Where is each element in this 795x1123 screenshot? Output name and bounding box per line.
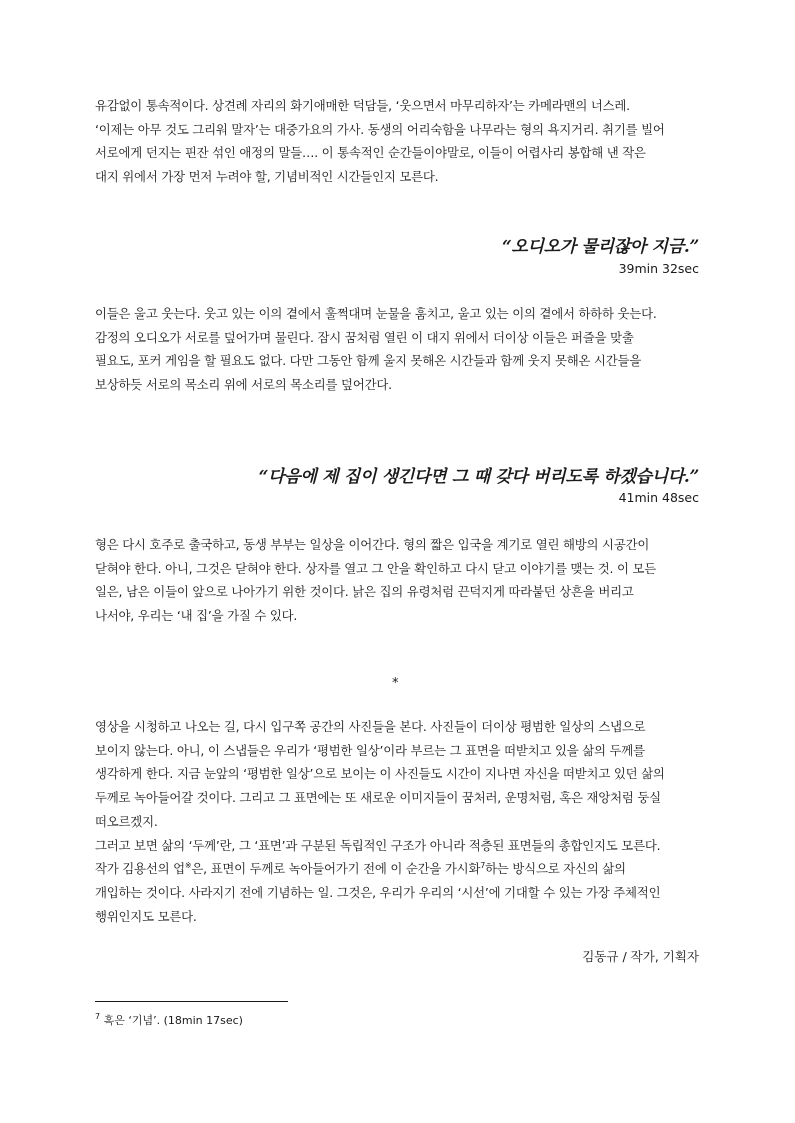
footnote-reference[interactable]: 7 [480, 861, 486, 871]
quote-1-timestamp: 39min 32sec [618, 261, 699, 276]
pull-quote-1: “오디오가 물리잖아 지금.” [501, 237, 699, 257]
text-line: 보이지 않는다. 아니, 이 스냅들은 우리가 ‘평범한 일상’이라 부르는 그 표면을 떠받치고 있을 삶의 두께를 [95, 742, 645, 758]
text-line: 떠오르겠지. [95, 813, 158, 829]
text-line: 감정의 오디오가 서로를 덮어가며 물린다. 잠시 꿈처럼 열린 이 대지 위에서 더이상 이들은 퍼즐을 맞출 [95, 329, 634, 345]
quote-2-timestamp: 41min 48sec [618, 490, 699, 505]
reference-mark: ※ [184, 861, 192, 871]
text-line: 일은, 남은 이들이 앞으로 나아가기 위한 것이다. 낡은 집의 유령처럼 끈덕지게 따라붙던 상흔을 버리고 [95, 584, 634, 600]
text-line: 두께로 녹아들어갈 것이다. 그리고 그 표면에는 또 새로운 이미지들이 꿈처러, 운명처럼, 혹은 재앙처럼 둥실 [95, 790, 661, 806]
paragraph-2 [95, 302, 700, 397]
text-line: 서로에게 던지는 핀잔 섞인 애정의 말들…. 이 통속적인 순간들이야말로, 이들이 어렵사리 봉합해 낸 작은 [95, 145, 646, 161]
footnote-text: 혹은 ‘기념’. (18min 17sec) [100, 1014, 243, 1027]
text-line: 영상을 시청하고 나오는 길, 다시 입구쪽 공간의 사진들을 본다. 사진들이 더이상 평범한 일상의 스냅으로 [95, 719, 646, 734]
paragraph-1 [95, 94, 700, 189]
text-line: 형은 다시 호주로 출국하고, 동생 부부는 일상을 이어간다. 형의 짧은 입국을 계기로 열린 해방의 시공간이 [95, 537, 650, 552]
text-line: 유감없이 통속적이다. 상견례 자리의 화기애매한 덕담들, ‘웃으면서 마무리하자’는 카메라맨의 너스레. [95, 98, 630, 113]
text-line: 보상하듯 서로의 목소리 위에 서로의 목소리를 덮어간다. [95, 377, 392, 393]
author-signature: 김동규 / 작가, 기획자 [582, 949, 699, 964]
text-line: 나서야, 우리는 ‘내 집’을 가질 수 있다. [95, 608, 298, 624]
paragraph-4 [95, 715, 700, 928]
text-segment: 하는 방식으로 자신의 삶의 [485, 861, 626, 877]
pull-quote-2: “다음에 제 집이 생긴다면 그 때 갖다 버리도록 하겠습니다.” [258, 467, 699, 487]
footnote-number: 7 [95, 1012, 101, 1021]
paragraph-3 [95, 533, 700, 628]
text-line: 개입하는 것이다. 사라지기 전에 기념하는 일. 그것은, 우리가 우리의 ‘시선’에 기대할 수 있는 가장 주체적인 [95, 884, 661, 900]
text-line: ‘이제는 아무 것도 그리워 말자’는 대중가요의 가사. 동생의 어리숙함을 나무라는 형의 욕지거리. 취기를 빌어 [95, 121, 665, 137]
footnote [95, 1012, 243, 1028]
text-line: 닫혀야 한다. 아니, 그것은 닫혀야 한다. 상자를 열고 그 안을 확인하고 다시 닫고 이야기를 맺는 것. 이 모든 [95, 560, 657, 576]
text-line: 대지 위에서 가장 먼저 누려야 할, 기념비적인 시간들인지 모른다. [95, 169, 439, 185]
text-line: 필요도, 포커 게임을 할 필요도 없다. 다만 그동안 함께 울지 못해온 시간들과 함께 웃지 못해온 시간들을 [95, 353, 642, 369]
text-segment: 은, 표면이 두께로 녹아들어가기 전에 이 순간을 가시화 [191, 861, 481, 877]
text-line: 그러고 보면 삶의 ‘두께’란, 그 ‘표면’과 구분된 독립적인 구조가 아니라 적층된 표면들의 총합인지도 모른다. [95, 837, 661, 853]
footnote-divider [95, 1001, 288, 1002]
text-line: 생각하게 한다. 지금 눈앞의 ‘평범한 일상’으로 보이는 이 사진들도 시간이 지나면 자신을 떠받치고 있던 삶의 [95, 766, 665, 782]
text-segment: 작가 김용선의 업 [95, 861, 185, 877]
text-line: 이들은 울고 웃는다. 웃고 있는 이의 곁에서 훌쩍대며 눈물을 훔치고, 울고 있는 이의 곁에서 하하하 웃는다. [95, 306, 657, 321]
text-line: 행위인지도 모른다. [95, 908, 197, 924]
section-separator: * [392, 676, 399, 691]
text-line [95, 857, 700, 881]
